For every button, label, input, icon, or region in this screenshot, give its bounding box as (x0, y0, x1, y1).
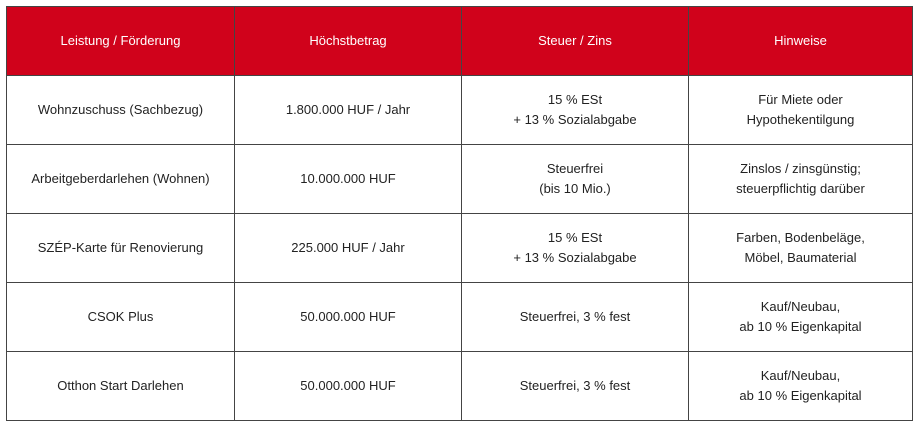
cell-hinweise-line: Kauf/Neubau, (760, 299, 841, 314)
header-row (7, 7, 913, 76)
cell-betrag: 225.000 HUF / Jahr (235, 214, 462, 283)
cell-leistung: CSOK Plus (7, 283, 235, 352)
cell-betrag: 10.000.000 HUF (235, 145, 462, 214)
cell-steuer (462, 352, 689, 421)
cell-steuer (462, 214, 689, 283)
cell-steuer-line: + 13 % Sozialabgabe (513, 250, 637, 265)
cell-hinweise (689, 352, 913, 421)
cell-hinweise-line: Zinslos / zinsgünstig; (740, 161, 861, 176)
table-body (7, 76, 913, 421)
cell-hinweise-line: Kauf/Neubau, (760, 368, 841, 383)
benefits-table (6, 6, 913, 421)
cell-hinweise-line: Hypothekentilgung (746, 112, 855, 127)
cell-hinweise (689, 283, 913, 352)
cell-steuer (462, 76, 689, 145)
cell-betrag: 50.000.000 HUF (235, 352, 462, 421)
cell-steuer-line: Steuerfrei, 3 % fest (519, 378, 631, 393)
table-header (7, 7, 913, 76)
cell-steuer (462, 283, 689, 352)
table-row (7, 145, 913, 214)
cell-hinweise-line: Für Miete oder (758, 92, 843, 107)
cell-hinweise-line: Farben, Bodenbeläge, (736, 230, 865, 245)
cell-leistung: Arbeitgeberdarlehen (Wohnen) (7, 145, 235, 214)
cell-steuer-line: Steuerfrei, 3 % fest (519, 309, 631, 324)
cell-betrag: 1.800.000 HUF / Jahr (235, 76, 462, 145)
cell-betrag: 50.000.000 HUF (235, 283, 462, 352)
benefits-table-container (6, 6, 912, 421)
cell-hinweise-line: steuerpflichtig darüber (736, 181, 865, 196)
table-row (7, 283, 913, 352)
table-row (7, 352, 913, 421)
cell-hinweise-line: ab 10 % Eigenkapital (739, 388, 862, 403)
cell-steuer-line: Steuerfrei (546, 161, 604, 176)
cell-hinweise (689, 145, 913, 214)
cell-hinweise-line: Möbel, Baumaterial (744, 250, 857, 265)
cell-leistung: SZÉP-Karte für Renovierung (7, 214, 235, 283)
cell-steuer-line: 15 % ESt (547, 92, 603, 107)
header-hoechstbetrag: Höchstbetrag (235, 7, 462, 76)
cell-steuer-line: + 13 % Sozialabgabe (513, 112, 637, 127)
cell-hinweise (689, 76, 913, 145)
header-leistung: Leistung / Förderung (7, 7, 235, 76)
cell-hinweise (689, 214, 913, 283)
cell-steuer-line: (bis 10 Mio.) (539, 181, 611, 196)
header-hinweise: Hinweise (689, 7, 913, 76)
header-steuer-zins: Steuer / Zins (462, 7, 689, 76)
table-row (7, 76, 913, 145)
cell-steuer (462, 145, 689, 214)
cell-steuer-line: 15 % ESt (547, 230, 603, 245)
cell-leistung: Wohnzuschuss (Sachbezug) (7, 76, 235, 145)
cell-leistung: Otthon Start Darlehen (7, 352, 235, 421)
table-row (7, 214, 913, 283)
cell-hinweise-line: ab 10 % Eigenkapital (739, 319, 862, 334)
